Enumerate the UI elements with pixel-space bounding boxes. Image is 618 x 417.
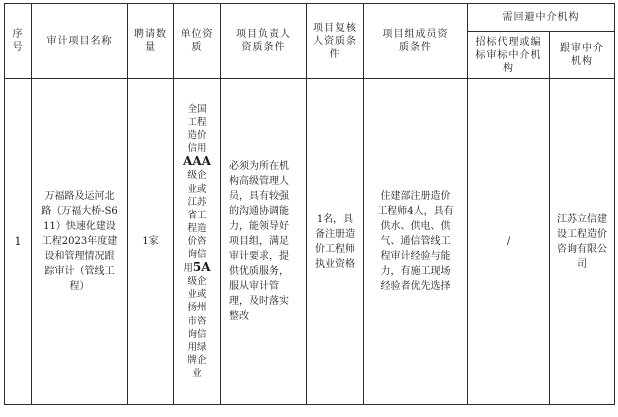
row-member-qual: 住建部注册造价工程师4人，具有供水、供电、供气、通信管线工程审计经验与能力，有施工现场经验者优先选择 (364, 79, 468, 405)
unit-qual-aaa: AAA (183, 154, 211, 169)
row-unit-qual (174, 79, 221, 405)
header-avoid-sub1: 招标代理或编标审标中介机构 (468, 32, 550, 79)
header-avoid-group: 需回避中介机构 (468, 4, 615, 32)
unit-qual-5a: 5A (192, 260, 211, 275)
header-unit-qual: 单位资质 (174, 4, 221, 79)
unit-qual-text-2: 级企业或江苏省工程造价咨询信用 (183, 170, 207, 275)
header-hire-qty: 聘请数量 (128, 4, 174, 79)
row-hire-qty: 1家 (128, 79, 174, 405)
header-member-qual: 项目组成员资质条件 (364, 4, 468, 79)
row-project-name: 万福路及运河北路（万福大桥-S611）快速化建设工程2023年度建设和管理情况跟踪审计（管线工程） (32, 79, 128, 405)
header-seq: 序号 (5, 4, 32, 79)
row-avoid-sub1: / (468, 79, 550, 405)
unit-qual-text-1: 全国工程造价信用 (187, 104, 207, 155)
procurement-table (4, 3, 615, 405)
row-lead-qual: 必须为所在机构高级管理人员，具有较强的沟通协调能力，能领导好项目组，满足审计要求，提供优质服务，服从审计管理，及时落实整改 (221, 79, 307, 405)
unit-qual-text-3: 级企业或扬州市咨询信用绿牌企业 (187, 276, 207, 379)
row-seq: 1 (5, 79, 32, 405)
header-project-name: 审计项目名称 (32, 4, 128, 79)
header-lead-qual: 项目负责人资质条件 (221, 4, 307, 79)
row-review-qual: 1名，具备注册造价工程师执业资格 (307, 79, 364, 405)
header-review-qual: 项目复核人资质条件 (307, 4, 364, 79)
header-avoid-sub2: 跟审中介机构 (550, 32, 615, 79)
row-avoid-sub2: 江苏立信建设工程造价咨询有限公司 (550, 79, 615, 405)
